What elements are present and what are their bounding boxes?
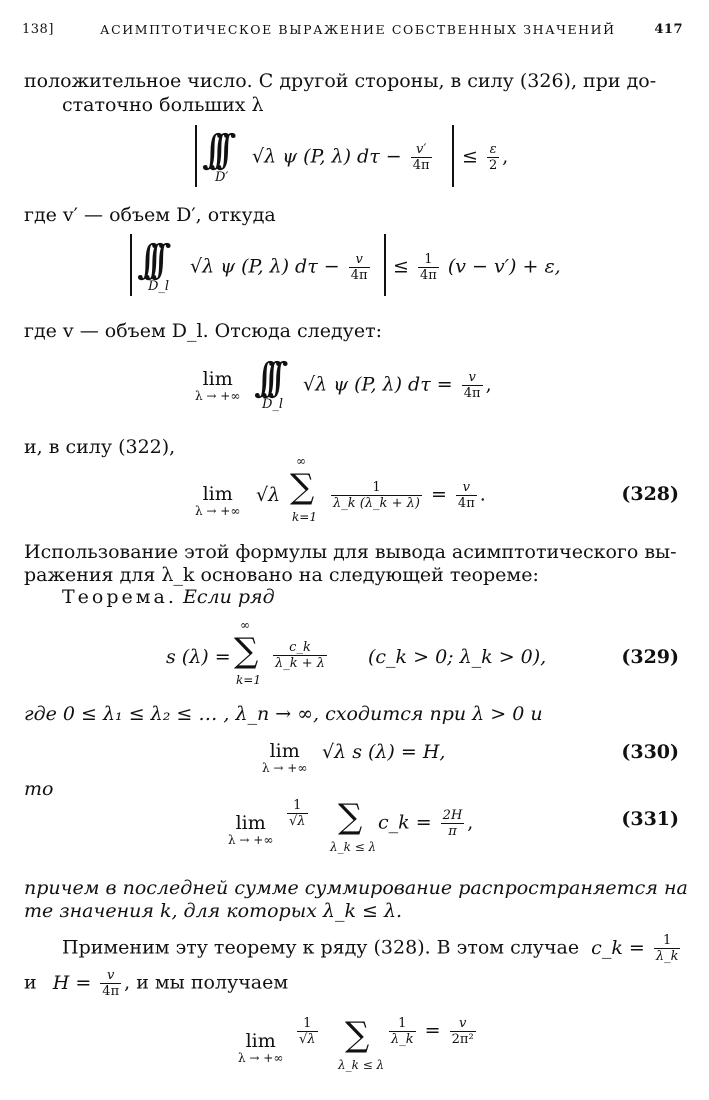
equation-body: √λ ψ (P, λ) dτ − $\frac{v'}{4\pi}$ bbox=[252, 142, 430, 173]
page-number: 417 bbox=[654, 22, 683, 37]
equation-body: $\frac{1}{\lambda\_k}$ = $\frac{v}{\text{2π²}}$ bbox=[391, 1016, 474, 1047]
equation-body: √λ ψ (P, λ) dτ = $\frac{v}{4\pi}$ , bbox=[303, 370, 492, 401]
limit-operator: lim λ → +∞ bbox=[228, 812, 274, 847]
sum-symbol: ∑ bbox=[338, 797, 363, 837]
abs-bar-right bbox=[452, 125, 454, 187]
paragraph-line: те значения k, для которых λ_k ≤ λ. bbox=[24, 900, 403, 922]
paragraph-line: Использование этой формулы для вывода асимптотического вы- bbox=[24, 541, 677, 563]
running-header bbox=[22, 22, 683, 44]
equation-number: (328) bbox=[621, 483, 679, 505]
limit-operator: lim λ → +∞ bbox=[238, 1030, 284, 1065]
limit-operator: lim λ → +∞ bbox=[195, 483, 241, 518]
sum-symbol: ∑ bbox=[234, 631, 259, 671]
equation-number: (330) bbox=[621, 741, 679, 763]
paragraph-line: причем в последней сумме суммирование распространяется на bbox=[24, 877, 688, 899]
theorem-line bbox=[62, 586, 275, 608]
triple-integral: ∫∫∫ bbox=[202, 127, 223, 173]
sum-upper: ∞ bbox=[240, 618, 250, 632]
paragraph-line: где v′ — объем D′, откуда bbox=[24, 204, 276, 226]
integral-domain: D_l bbox=[148, 279, 170, 294]
paragraph-line: статочно больших λ bbox=[62, 94, 264, 116]
paragraph-line: и H = $\frac{v}{4\pi}$ , и мы получаем bbox=[24, 968, 289, 999]
limit-operator: lim λ → +∞ bbox=[195, 368, 241, 403]
equation-number: (329) bbox=[621, 646, 679, 668]
sum-upper: ∞ bbox=[296, 454, 306, 468]
fraction-one-over-sqrt: $\frac{1}{√\lambda}$ bbox=[289, 798, 306, 829]
triple-integral: ∫∫∫ bbox=[137, 237, 158, 283]
integral-domain: D′ bbox=[215, 170, 229, 185]
paragraph-line: то bbox=[24, 778, 54, 800]
sum-lower: k=1 bbox=[236, 673, 261, 687]
fraction-one-over-sqrt: $\frac{1}{√\lambda}$ bbox=[299, 1016, 316, 1047]
theorem-label: Теорема. bbox=[62, 586, 177, 608]
limit-operator: lim λ → +∞ bbox=[262, 740, 308, 775]
equation-body: √λ ψ (P, λ) dτ − $\frac{v}{4\pi}$ bbox=[190, 252, 368, 283]
sum-symbol: ∑ bbox=[290, 467, 315, 507]
running-title: АСИМПТОТИЧЕСКОЕ ВЫРАЖЕНИЕ СОБСТВЕННЫХ ЗНАЧЕНИЙ bbox=[100, 22, 616, 37]
sum-lower: k=1 bbox=[292, 510, 317, 524]
paragraph-line: Применим эту теорему к ряду (328). В этом случае c_k = $\frac{1}{\lambda\_k}$ bbox=[62, 933, 679, 964]
paragraph-line: где v — объем D_l. Отсюда следует: bbox=[24, 320, 382, 342]
series-lhs: s (λ) = bbox=[166, 646, 231, 668]
paragraph-line: и, в силу (322), bbox=[24, 436, 176, 458]
abs-bar-left bbox=[195, 125, 197, 187]
triple-integral: ∫∫∫ bbox=[254, 355, 275, 401]
paragraph-line: положительное число. С другой стороны, в силу (326), при до- bbox=[24, 70, 657, 92]
equation-body: $\frac{1}{\lambda\_k (\lambda\_k + \lambda)}$ = $\frac{v}{4\pi}$ . bbox=[333, 480, 486, 511]
series-condition: (c_k > 0; λ_k > 0), bbox=[368, 646, 547, 668]
abs-bar-right bbox=[384, 234, 386, 296]
equation-rhs: ≤ $\frac{\varepsilon}{2}$ , bbox=[462, 142, 509, 173]
equation-rhs: ≤ $\frac{1}{4\pi}$ (v − v′) + ε, bbox=[393, 252, 561, 283]
paragraph-line: ражения для λ_k основано на следующей теореме: bbox=[24, 564, 539, 586]
equation-body: √λ s (λ) = H, bbox=[322, 741, 446, 763]
equation-number: (331) bbox=[621, 808, 679, 830]
series-term: $\frac{c\_k}{\lambda\_k + \lambda}$ bbox=[275, 640, 326, 671]
sum-symbol: ∑ bbox=[345, 1015, 370, 1055]
sqrt-lambda: √λ bbox=[256, 484, 281, 506]
equation-body: c_k = $\frac{2H}{\pi}$ , bbox=[378, 808, 474, 839]
paragraph-line: где 0 ≤ λ₁ ≤ λ₂ ≤ … , λ_n → ∞, сходится при λ > 0 и bbox=[24, 703, 543, 725]
integral-domain: D_l bbox=[262, 397, 284, 412]
theorem-text: Если ряд bbox=[182, 586, 275, 608]
sum-lower: λ_k ≤ λ bbox=[330, 840, 377, 854]
abs-bar-left bbox=[130, 234, 132, 296]
sum-lower: λ_k ≤ λ bbox=[338, 1058, 385, 1072]
section-number: 138] bbox=[22, 22, 54, 37]
